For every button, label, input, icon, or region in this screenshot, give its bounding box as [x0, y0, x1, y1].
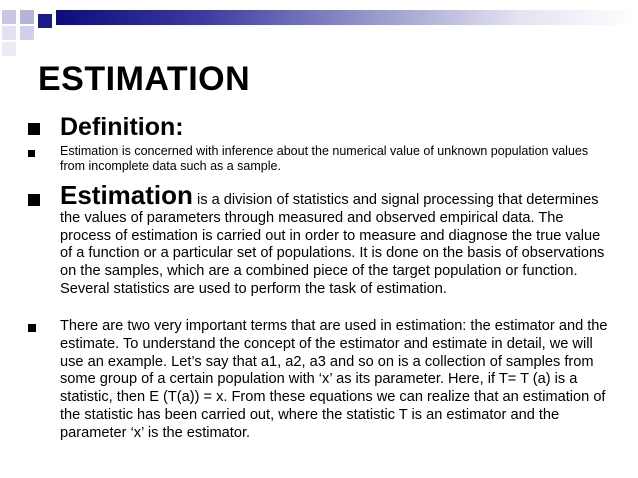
- bullet-text: Definition:: [60, 113, 184, 141]
- square-bullet-icon: [28, 123, 40, 135]
- decorative-square: [20, 26, 34, 40]
- square-bullet-icon: [28, 150, 35, 157]
- decorative-square: [2, 10, 16, 24]
- decorative-square: [38, 14, 52, 28]
- bullet-text: Estimation is concerned with inference about the numerical value of unknown population values from incomplete data such as a sample.: [60, 144, 589, 173]
- square-bullet-icon: [28, 194, 40, 206]
- decorative-square: [20, 10, 34, 24]
- slide-title: ESTIMATION: [38, 60, 251, 98]
- bullet-body: is a division of statistics and signal processing that determines the values of parameters through measured and observed empirical data. The process of estimation is carried out in order to measure and diagnose the true value of a function or a particular set of populations. It is done on the basis of observations on the samples, which are a combined piece of the target population or function. Several statistics are used to perform the task of estimation.: [60, 192, 605, 297]
- decorative-square: [2, 26, 16, 40]
- header-gradient-bar: [56, 10, 638, 25]
- bullet-lead-term: Estimation: [60, 180, 193, 210]
- decorative-square: [2, 42, 16, 56]
- bullet-text: [60, 182, 614, 299]
- bullet-text: There are two very important terms that are used in estimation: the estimator and the estimate. To understand the concept of the estimator and estimate in detail, we will use an example. Let’s say that a1, a2, a3 and so on is a collection of samples from some group of a certain population with ‘x’ as its parameter. Here, if T= T (a) is a statistic, then E (T(a)) = x. From these equations we can realize that an estimation of the statistic has been carried out, where the statistic T is an estimator and the parameter ‘x’ is the estimator.: [60, 318, 608, 441]
- square-bullet-icon: [28, 324, 36, 332]
